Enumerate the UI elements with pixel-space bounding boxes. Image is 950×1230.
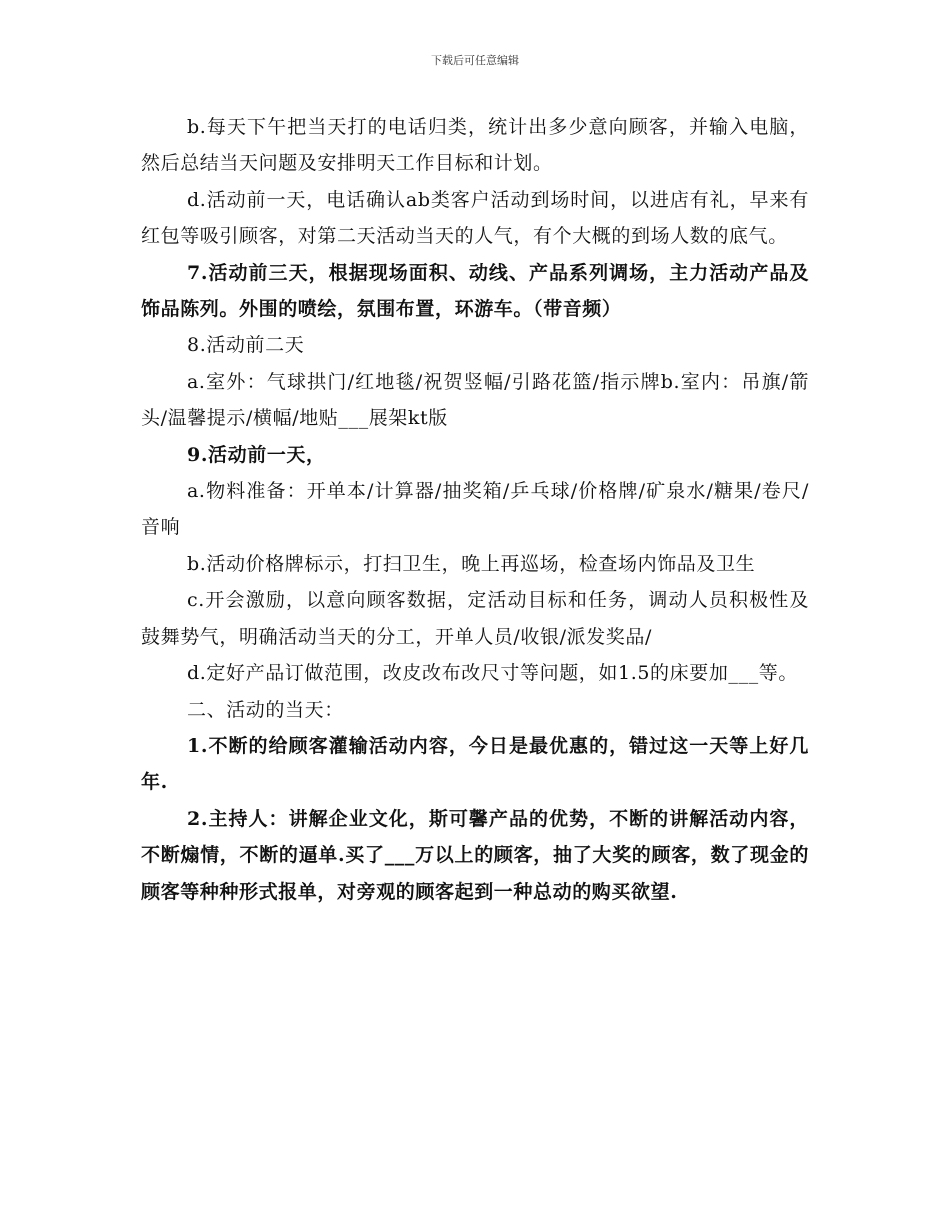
paragraph-item-8-heading: 8.活动前二天 <box>187 334 305 357</box>
paragraph-a-materials: a.物料准备：开单本/计算器/抽奖箱/乒乓球/价格牌/矿泉水/糖果/卷尺/音响 <box>141 480 809 539</box>
paragraph-item-9-heading: 9.活动前一天， <box>187 443 326 466</box>
section-heading-event-day: 二、活动的当天： <box>187 698 344 721</box>
paragraph-day-1-promotion: 1.不断的给顾客灌输活动内容，今日是最优惠的，错过这一天等上好几年. <box>141 734 809 794</box>
paragraph-b-daily-call-summary: b.每天下午把当天打的电话归类，统计出多少意向顾客，并输入电脑，然后总结当天问题及安排明天工作目标和计划。 <box>141 116 809 175</box>
document-body <box>141 109 809 910</box>
paragraph-day-2-host: 2.主持人：讲解企业文化，斯可馨产品的优势，不断的讲解活动内容，不断煽情，不断的逼单.买了___万以上的顾客，抽了大奖的顾客，数了现金的顾客等种种形式报单，对旁观的顾客起到一种总动的购买欲望. <box>141 807 809 903</box>
paragraph-d-confirm-arrival: d.活动前一天，电话确认ab类客户活动到场时间，以进店有礼，早来有红包等吸引顾客，对第二天活动当天的人气，有个大概的到场人数的底气。 <box>141 188 809 248</box>
paragraph-item-7-setup: 7.活动前三天，根据现场面积、动线、产品系列调场，主力活动产品及饰品陈列。外围的喷绘，氛围布置，环游车。（带音频） <box>141 261 809 321</box>
paragraph-b-price-tags: b.活动价格牌标示，打扫卫生，晚上再巡场，检查场内饰品及卫生 <box>187 552 756 575</box>
paragraph-d-custom-scope: d.定好产品订做范围，改皮改布改尺寸等问题，如1.5的床要加___等。 <box>187 662 798 685</box>
paragraph-a-outdoor-indoor: a.室外：气球拱门/红地毯/祝贺竖幅/引路花篮/指示牌b.室内：吊旗/箭头/温馨提示/横幅/地贴___展架kt版 <box>141 370 809 430</box>
page-header: 下载后可任意编辑 <box>431 54 519 67</box>
paragraph-c-meeting: c.开会激励，以意向顾客数据，定活动目标和任务，调动人员积极性及鼓舞势气，明确活动当天的分工，开单人员/收银/派发奖品/ <box>141 589 809 648</box>
